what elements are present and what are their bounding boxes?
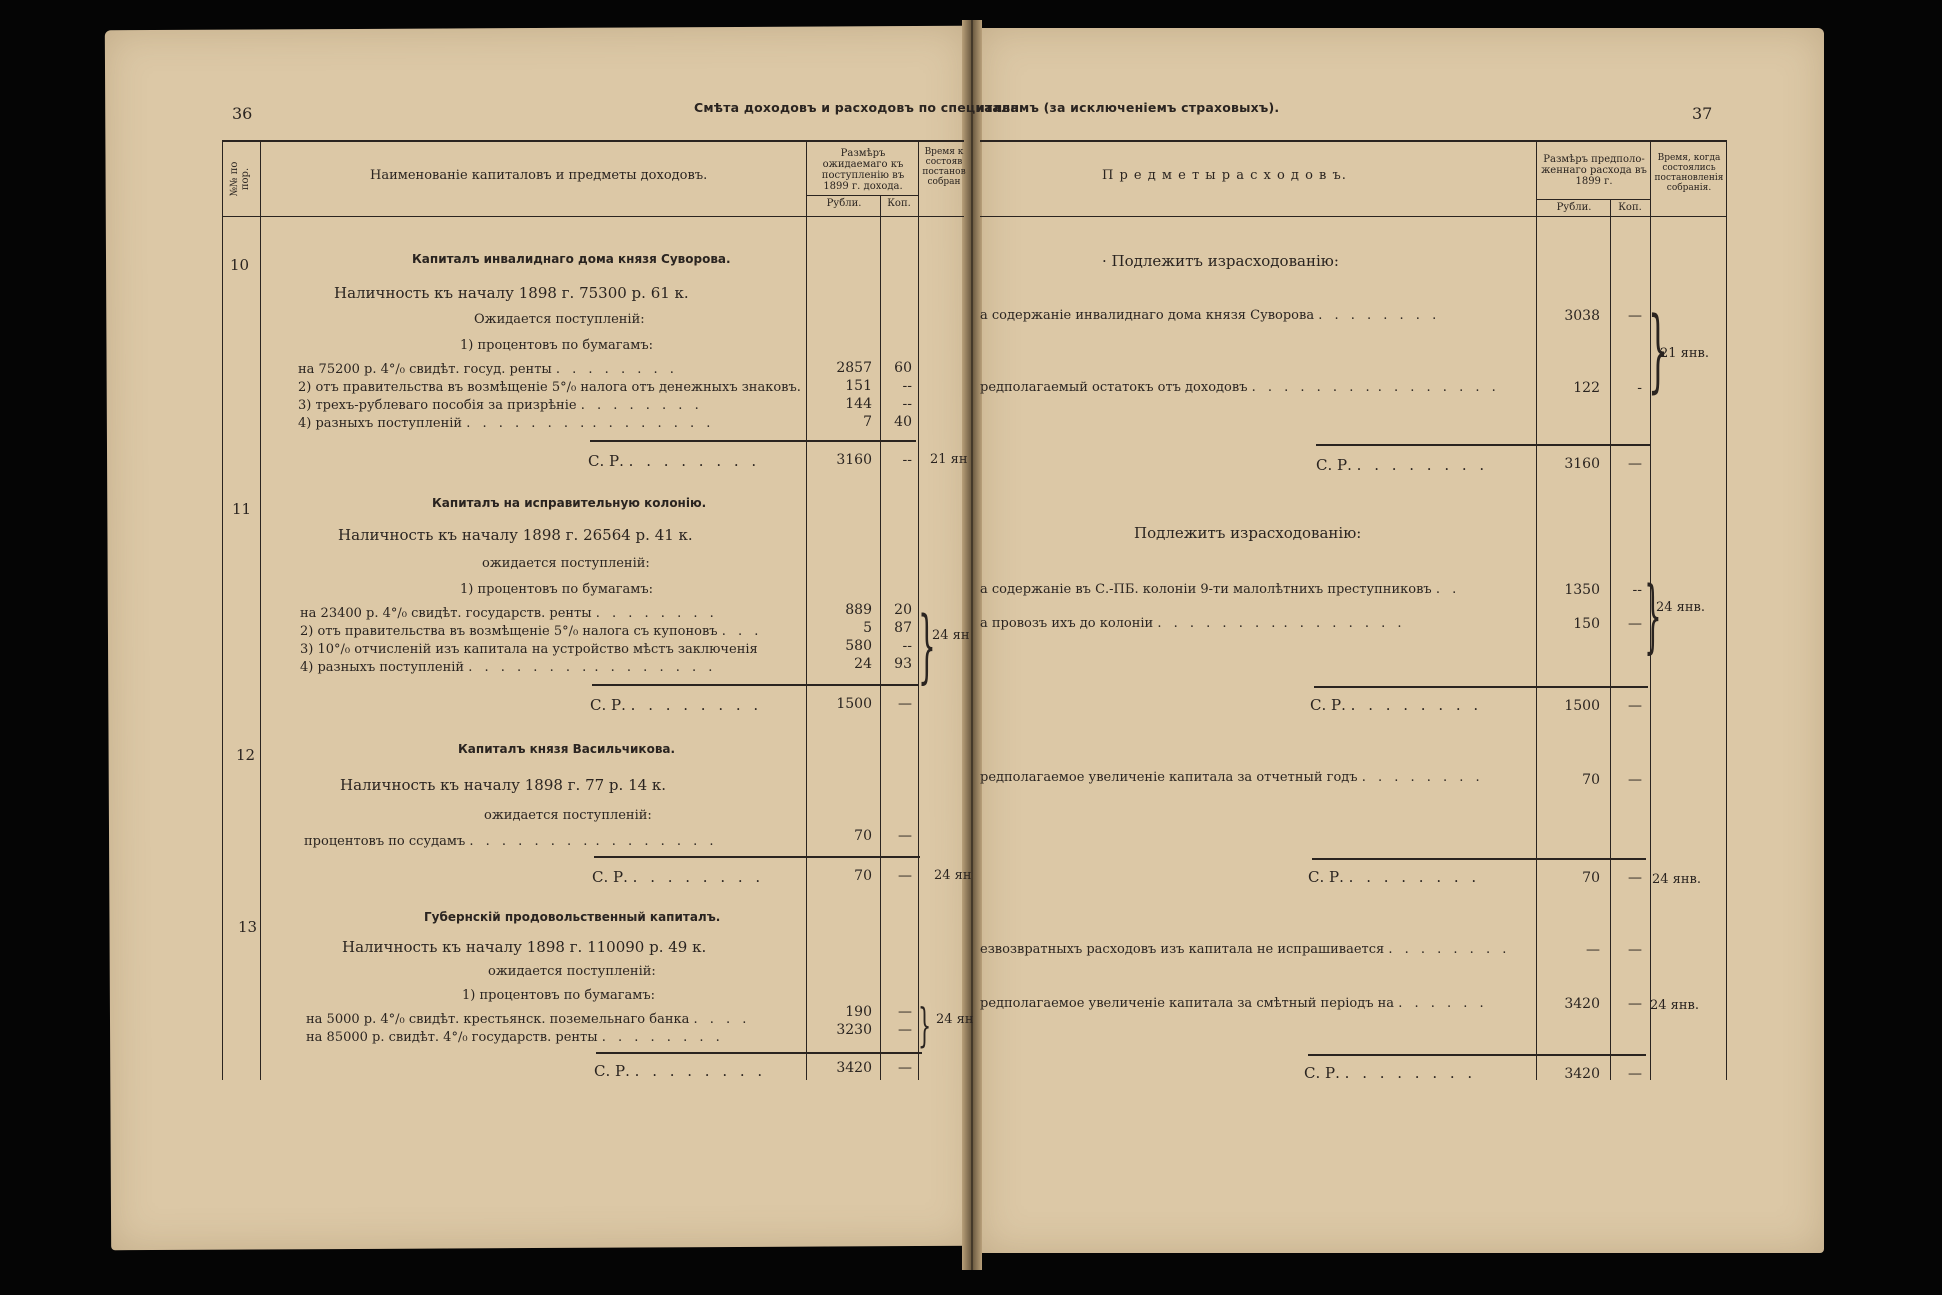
table-top-rule-left xyxy=(222,140,964,142)
section-title: Капиталъ князя Васильчикова. xyxy=(458,742,676,756)
section-number: 10 xyxy=(230,256,250,274)
expense-resolution-time: 21 янв. xyxy=(1660,346,1709,361)
total-rule xyxy=(1308,1054,1646,1056)
total-row: С. Р. . . . . . . . . xyxy=(594,1062,767,1080)
income-item: 3) 10°/₀ отчисленiй изъ капитала на устройство мѣстъ заключенiя xyxy=(300,642,758,657)
expense-total-rub: 1500 xyxy=(1564,698,1600,714)
expense-total-rub: 3160 xyxy=(1564,456,1600,472)
section-number: 11 xyxy=(232,500,252,518)
expected-label: Ожидается поступленiй: xyxy=(474,312,645,327)
income-kop: — xyxy=(898,1022,912,1038)
col-rule xyxy=(806,140,807,1080)
income-rub: 580 xyxy=(845,638,872,654)
section-title: Капиталъ инвалиднаго дома князя Суворова. xyxy=(412,252,731,266)
income-rub: 190 xyxy=(845,1004,872,1020)
income-rub: 3230 xyxy=(836,1022,872,1038)
expense-item: езвозвратныхъ расходовъ изъ капитала не испрашивается . . . . . . . . xyxy=(980,942,1511,957)
expense-heading: · Подлежитъ израсходованiю: xyxy=(1102,252,1339,270)
expense-resolution-time: 24 янв. xyxy=(1650,998,1699,1013)
total-rub: 3160 xyxy=(836,452,872,468)
expense-total-row: С. Р. . . . . . . . . xyxy=(1310,696,1483,714)
income-kop: 93 xyxy=(894,656,912,672)
income-item: на 5000 р. 4°/₀ свидѣт. крестьянск. поземельнаго банка . . . . xyxy=(306,1012,751,1027)
income-kop: 87 xyxy=(894,620,912,636)
total-rub: 3420 xyxy=(836,1060,872,1076)
expense-total-rub: 70 xyxy=(1582,870,1600,886)
page-title-left: Смѣта доходовъ и расходовъ по специальн xyxy=(694,100,1020,115)
total-kop: — xyxy=(898,1060,912,1076)
expense-resolution-time: 24 янв. xyxy=(1652,872,1701,887)
col-header-time-right: Время, когда состоялись постановленiя собранiя. xyxy=(1654,153,1724,193)
expense-kop: — xyxy=(1628,772,1642,788)
resolution-time: 24 ян xyxy=(932,628,970,643)
col-rule xyxy=(880,196,881,1080)
col-rule xyxy=(260,140,261,1080)
expense-item: редполагаемое увеличенiе капитала за смѣтный перiодъ на . . . . . . xyxy=(980,996,1488,1011)
expense-rub: 3038 xyxy=(1564,308,1600,324)
expense-total-row: С. Р. . . . . . . . . xyxy=(1304,1064,1477,1082)
expense-total-kop: — xyxy=(1628,1066,1642,1082)
cash-balance: Наличность къ началу 1898 г. 75300 р. 61 к. xyxy=(334,284,689,302)
income-item: на 85000 р. свидѣт. 4°/₀ государств. ренты . . . . . . . . xyxy=(306,1030,724,1045)
expense-kop: — xyxy=(1628,308,1642,324)
income-kop: — xyxy=(898,1004,912,1020)
expense-item: редполагаемое увеличенiе капитала за отчетный годъ . . . . . . . . xyxy=(980,770,1484,785)
expense-heading: Подлежитъ израсходованiю: xyxy=(1134,524,1362,542)
total-rule xyxy=(1314,686,1648,688)
expense-total-kop: — xyxy=(1628,456,1642,472)
total-rule xyxy=(596,1052,922,1054)
expected-label: ожидается поступленiй: xyxy=(484,808,652,823)
table-top-rule-right xyxy=(980,140,1726,142)
expense-rub: 70 xyxy=(1582,772,1600,788)
col-header-expense-name: П р е д м е т ы р а с х о д о в ъ. xyxy=(1102,168,1347,183)
expense-resolution-time: 24 янв. xyxy=(1656,600,1705,615)
expense-total-kop: — xyxy=(1628,698,1642,714)
total-kop: -- xyxy=(902,452,912,468)
income-kop: -- xyxy=(902,638,912,654)
cash-balance: Наличность къ началу 1898 г. 26564 р. 41 к. xyxy=(338,526,693,544)
resolution-time: 24 ян xyxy=(934,868,972,883)
expense-total-row: С. Р. . . . . . . . . xyxy=(1308,868,1481,886)
total-row: С. Р. . . . . . . . . xyxy=(590,696,763,714)
income-item: процентовъ по ссудамъ . . . . . . . . . . . . . . . . xyxy=(304,834,718,849)
rub-kop-rule-left xyxy=(806,195,918,196)
total-rule xyxy=(592,684,918,686)
expense-rub: 1350 xyxy=(1564,582,1600,598)
total-kop: — xyxy=(898,868,912,884)
income-item: 4) разныхъ поступленiй . . . . . . . . . . . . . . . . xyxy=(298,416,715,431)
col-header-no: №№ по пор. xyxy=(229,161,251,197)
expense-total-row: С. Р. . . . . . . . . xyxy=(1316,456,1489,474)
total-rule xyxy=(594,856,920,858)
col-header-rub-right: Рубли. xyxy=(1556,202,1592,213)
resolution-time: 24 ян xyxy=(936,1012,974,1027)
income-kop: 20 xyxy=(894,602,912,618)
total-rule xyxy=(1312,858,1646,860)
income-item: 4) разныхъ поступленiй . . . . . . . . . . . . . . . . xyxy=(300,660,717,675)
cash-balance: Наличность къ началу 1898 г. 110090 р. 49 к. xyxy=(342,938,707,956)
expense-kop: — xyxy=(1628,616,1642,632)
brace: } xyxy=(1648,298,1669,403)
expense-rub: 3420 xyxy=(1564,996,1600,1012)
sub-label: 1) процентовъ по бумагамъ: xyxy=(460,582,654,597)
income-rub: 5 xyxy=(863,620,872,636)
header-bottom-rule-right xyxy=(980,216,1726,217)
col-header-time-left: Время к состояв постанов собран xyxy=(922,147,966,187)
total-kop: — xyxy=(898,696,912,712)
income-kop: 40 xyxy=(894,414,912,430)
brace: } xyxy=(1644,569,1662,662)
expense-kop: - xyxy=(1637,380,1642,396)
expected-label: ожидается поступленiй: xyxy=(488,964,656,979)
expense-item: а содержанiе инвалиднаго дома князя Суворова . . . . . . . . xyxy=(980,308,1441,323)
header-bottom-rule-left xyxy=(222,216,964,217)
col-header-expense-amount: Размѣръ предполо-женнаго расхода въ 1899 г. xyxy=(1541,154,1647,187)
col-header-kop: Коп. xyxy=(887,198,911,209)
col-rule xyxy=(222,140,223,1080)
expense-kop: — xyxy=(1628,942,1642,958)
expense-item: редполагаемый остатокъ отъ доходовъ . . . . . . . . . . . . . . . . xyxy=(980,380,1500,395)
total-rub: 70 xyxy=(854,868,872,884)
expense-kop: — xyxy=(1628,996,1642,1012)
income-item: на 23400 р. 4°/₀ свидѣт. государств. ренты . . . . . . . . xyxy=(300,606,718,621)
income-kop: 60 xyxy=(894,360,912,376)
income-rub: 2857 xyxy=(836,360,872,376)
col-rule xyxy=(1536,140,1537,1080)
income-item: 3) трехъ-рублеваго пособiя за призрѣнiе . . . . . . . . xyxy=(298,398,703,413)
expense-total-kop: — xyxy=(1628,870,1642,886)
income-kop: — xyxy=(898,828,912,844)
expense-item: а провозъ ихъ до колонiи . . . . . . . . . . . . . . . . xyxy=(980,616,1406,631)
total-rule xyxy=(1316,444,1650,446)
income-rub: 151 xyxy=(845,378,872,394)
total-rule xyxy=(590,440,916,442)
income-rub: 144 xyxy=(845,396,872,412)
page-number-right: 37 xyxy=(1692,104,1713,123)
expense-rub: 150 xyxy=(1573,616,1600,632)
section-title: Губернскiй продовольственный капиталъ. xyxy=(424,910,721,924)
expense-rub: — xyxy=(1586,942,1600,958)
col-header-kop-right: Коп. xyxy=(1618,202,1642,213)
page-number-left: 36 xyxy=(232,104,253,123)
col-rule xyxy=(1726,140,1727,1080)
cash-balance: Наличность къ началу 1898 г. 77 р. 14 к. xyxy=(340,776,667,794)
page-title-right: италамъ (за исключенiемъ страховыхъ). xyxy=(976,100,1280,115)
sub-label: 1) процентовъ по бумагамъ: xyxy=(460,338,654,353)
income-rub: 7 xyxy=(863,414,872,430)
income-item: 2) отъ правительства въ возмѣщенiе 5°/₀ налога съ купоновъ . . . xyxy=(300,624,763,639)
expense-item: а содержанiе въ С.-ПБ. колонiи 9-ти малолѣтнихъ преступниковъ . . xyxy=(980,582,1461,597)
income-kop: -- xyxy=(902,396,912,412)
income-item: 2) отъ правительства въ возмѣщенiе 5°/₀ налога отъ денежныхъ знаковъ. xyxy=(298,380,801,395)
resolution-time: 21 ян xyxy=(930,452,968,467)
col-header-income-name: Наименованiе капиталовъ и предметы доходовъ. xyxy=(370,168,708,183)
section-number: 12 xyxy=(236,746,256,764)
col-header-income-amount: Размѣръ ожидаемаго къ поступленiю въ 1899 г. дохода. xyxy=(821,148,905,192)
income-rub: 70 xyxy=(854,828,872,844)
expected-label: ожидается поступленiй: xyxy=(482,556,650,571)
income-kop: -- xyxy=(902,378,912,394)
income-rub: 889 xyxy=(845,602,872,618)
total-row: С. Р. . . . . . . . . xyxy=(592,868,765,886)
book-gutter xyxy=(962,20,982,1270)
expense-kop: -- xyxy=(1632,582,1642,598)
col-rule xyxy=(1610,200,1611,1080)
sub-label: 1) процентовъ по бумагамъ: xyxy=(462,988,656,1003)
section-title: Капиталъ на исправительную колонiю. xyxy=(432,496,707,510)
brace: } xyxy=(918,998,932,1052)
income-rub: 24 xyxy=(854,656,872,672)
income-item: на 75200 р. 4°/₀ свидѣт. госуд. ренты . . . . . . . . xyxy=(298,362,678,377)
expense-total-rub: 3420 xyxy=(1564,1066,1600,1082)
rub-kop-rule-right xyxy=(1536,199,1650,200)
col-header-rub: Рубли. xyxy=(826,198,862,209)
total-row: С. Р. . . . . . . . . xyxy=(588,452,761,470)
section-number: 13 xyxy=(238,918,258,936)
expense-rub: 122 xyxy=(1573,380,1600,396)
total-rub: 1500 xyxy=(836,696,872,712)
brace: } xyxy=(918,599,936,692)
